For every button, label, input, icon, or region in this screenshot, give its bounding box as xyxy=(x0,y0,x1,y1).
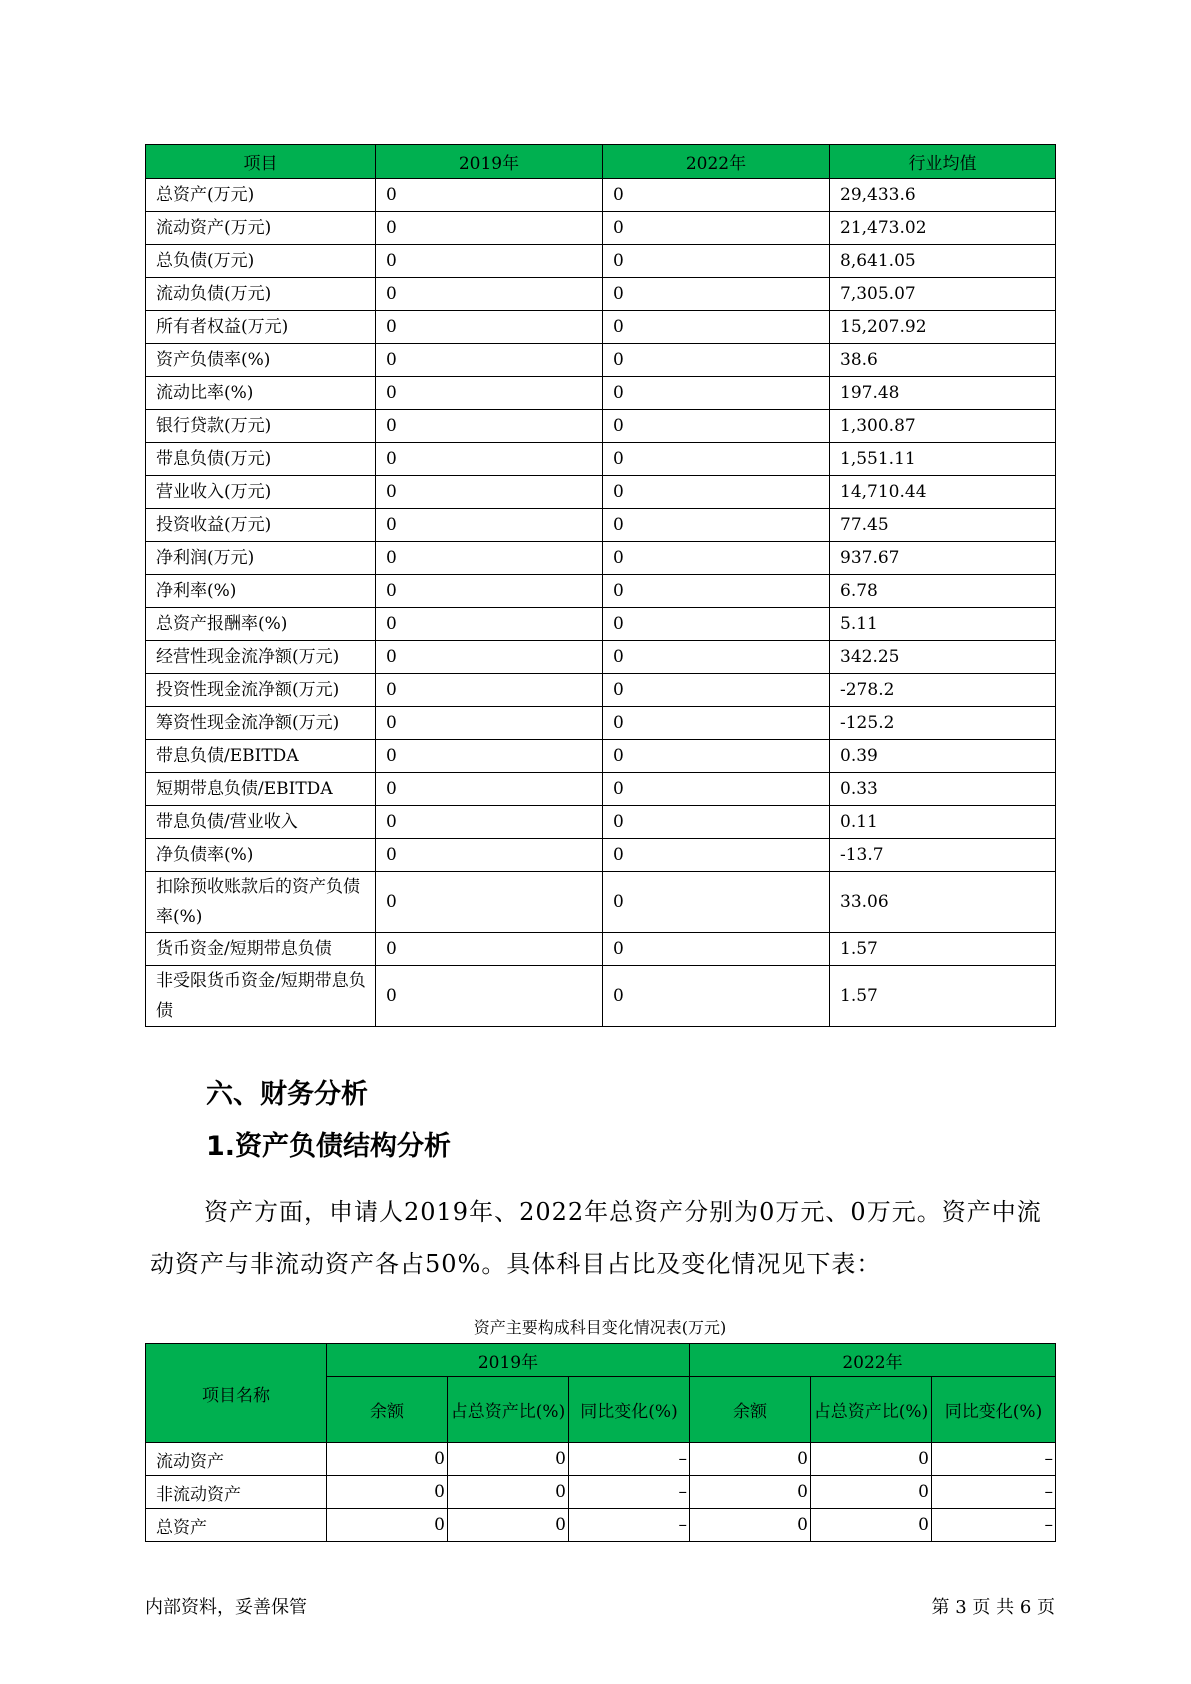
table-row xyxy=(146,278,1056,311)
row-label: 总资产报酬率(%) xyxy=(146,608,376,641)
row-label: 净利润(万元) xyxy=(146,542,376,575)
table-row xyxy=(146,740,1056,773)
row-value: 0 xyxy=(376,806,603,839)
table-row xyxy=(146,443,1056,476)
footer-confidential-note: 内部资料，妥善保管 xyxy=(145,1597,307,1618)
row-value: 0 xyxy=(376,707,603,740)
subheader-yoy: 同比变化(%) xyxy=(932,1377,1056,1443)
header-year-2019: 2019年 xyxy=(327,1344,690,1377)
row-value: 0 xyxy=(603,740,830,773)
row-label: 营业收入(万元) xyxy=(146,476,376,509)
row-label: 短期带息负债/EBITDA xyxy=(146,773,376,806)
row-value: 0 xyxy=(376,509,603,542)
row-label: 流动资产 xyxy=(146,1443,327,1476)
row-value: 0 xyxy=(376,933,603,966)
row-value: 0 xyxy=(603,311,830,344)
row-value: 1.57 xyxy=(830,933,1056,966)
subsection-title: 1.资产负债结构分析 xyxy=(206,1131,452,1162)
table-row xyxy=(146,377,1056,410)
row-value: 0 xyxy=(376,641,603,674)
row-value: 0 xyxy=(603,212,830,245)
row-value: 0 xyxy=(376,311,603,344)
header-item: 项目 xyxy=(146,145,376,179)
table-row xyxy=(146,509,1056,542)
table-row xyxy=(146,311,1056,344)
row-value: 0 xyxy=(603,575,830,608)
table-row xyxy=(146,641,1056,674)
row-value: 0 xyxy=(690,1509,811,1542)
row-label: 流动资产(万元) xyxy=(146,212,376,245)
row-value: 0 xyxy=(376,773,603,806)
row-value: 0 xyxy=(603,410,830,443)
table-row xyxy=(146,179,1056,212)
row-label: 经营性现金流净额(万元) xyxy=(146,641,376,674)
table-row xyxy=(146,476,1056,509)
row-value: 0 xyxy=(603,608,830,641)
row-label: 净负债率(%) xyxy=(146,839,376,872)
row-value: 0 xyxy=(603,674,830,707)
table-row xyxy=(146,1476,1056,1509)
row-value: – xyxy=(932,1476,1056,1509)
subheader-balance: 余额 xyxy=(690,1377,811,1443)
row-value: 0.11 xyxy=(830,806,1056,839)
subheader-balance: 余额 xyxy=(327,1377,448,1443)
row-value: 0 xyxy=(376,443,603,476)
row-value: 0 xyxy=(327,1476,448,1509)
row-value: 0 xyxy=(448,1509,569,1542)
row-value: 0 xyxy=(376,608,603,641)
row-value: 342.25 xyxy=(830,641,1056,674)
row-value: 0 xyxy=(376,344,603,377)
section-title: 六、财务分析 xyxy=(206,1079,368,1110)
row-value: 0 xyxy=(603,966,830,1027)
subheader-share: 占总资产比(%) xyxy=(448,1377,569,1443)
row-value: -13.7 xyxy=(830,839,1056,872)
row-label: 货币资金/短期带息负债 xyxy=(146,933,376,966)
row-label: 非流动资产 xyxy=(146,1476,327,1509)
row-value: 0 xyxy=(603,443,830,476)
row-value: 0.33 xyxy=(830,773,1056,806)
row-value: 0 xyxy=(376,872,603,933)
row-value: 0 xyxy=(376,212,603,245)
table-row xyxy=(146,966,1056,1027)
table-row xyxy=(146,344,1056,377)
row-value: – xyxy=(932,1443,1056,1476)
header-item-name: 项目名称 xyxy=(146,1344,327,1443)
row-value: – xyxy=(932,1509,1056,1542)
row-value: 0 xyxy=(448,1476,569,1509)
row-value: 38.6 xyxy=(830,344,1056,377)
row-value: 1,551.11 xyxy=(830,443,1056,476)
row-value: 0 xyxy=(811,1443,932,1476)
body-paragraph: 资产方面，申请人2019年、2022年总资产分别为0万元、0万元。资产中流动资产与非流动资产各占50%。具体科目占比及变化情况见下表： xyxy=(150,1198,1042,1278)
row-label: 带息负债/EBITDA xyxy=(146,740,376,773)
row-value: 29,433.6 xyxy=(830,179,1056,212)
table-row xyxy=(146,872,1056,933)
row-value: 0 xyxy=(603,245,830,278)
row-label: 带息负债(万元) xyxy=(146,443,376,476)
row-label: 非受限货币资金/短期带息负债 xyxy=(146,966,376,1027)
row-label: 总资产 xyxy=(146,1509,327,1542)
row-value: 0 xyxy=(690,1443,811,1476)
table-row xyxy=(146,933,1056,966)
row-label: 扣除预收账款后的资产负债率(%) xyxy=(146,872,376,933)
table-row xyxy=(146,245,1056,278)
row-value: 0 xyxy=(376,179,603,212)
row-value: 77.45 xyxy=(830,509,1056,542)
subheader-share: 占总资产比(%) xyxy=(811,1377,932,1443)
table-row xyxy=(146,575,1056,608)
row-label: 流动比率(%) xyxy=(146,377,376,410)
row-label: 资产负债率(%) xyxy=(146,344,376,377)
row-value: 15,207.92 xyxy=(830,311,1056,344)
row-value: 0 xyxy=(603,509,830,542)
row-value: 0 xyxy=(603,773,830,806)
table-row xyxy=(146,839,1056,872)
row-value: 0 xyxy=(603,839,830,872)
row-value: 0 xyxy=(376,575,603,608)
row-label: 投资收益(万元) xyxy=(146,509,376,542)
table-row xyxy=(146,1509,1056,1542)
row-value: 0 xyxy=(376,542,603,575)
header-industry-avg: 行业均值 xyxy=(830,145,1056,179)
row-value: 0 xyxy=(376,740,603,773)
row-label: 带息负债/营业收入 xyxy=(146,806,376,839)
header-year-2022: 2022年 xyxy=(690,1344,1056,1377)
row-label: 净利率(%) xyxy=(146,575,376,608)
table-row xyxy=(146,707,1056,740)
row-value: -278.2 xyxy=(830,674,1056,707)
table-row xyxy=(146,806,1056,839)
row-value: 0 xyxy=(376,966,603,1027)
row-value: 197.48 xyxy=(830,377,1056,410)
row-value: 0 xyxy=(376,476,603,509)
table-caption: 资产主要构成科目变化情况表(万元) xyxy=(473,1318,727,1337)
row-value: 0 xyxy=(376,839,603,872)
financial-indicator-table xyxy=(145,144,1056,1027)
row-value: 0 xyxy=(603,179,830,212)
row-value: 14,710.44 xyxy=(830,476,1056,509)
row-value: 0 xyxy=(327,1443,448,1476)
header-2019: 2019年 xyxy=(376,145,603,179)
row-value: 937.67 xyxy=(830,542,1056,575)
row-value: 0 xyxy=(327,1509,448,1542)
row-value: 0 xyxy=(603,933,830,966)
row-value: 0 xyxy=(603,872,830,933)
row-value: 0 xyxy=(376,278,603,311)
table-row xyxy=(146,542,1056,575)
row-value: 0 xyxy=(603,806,830,839)
row-value: 0 xyxy=(376,245,603,278)
header-2022: 2022年 xyxy=(603,145,830,179)
row-value: 5.11 xyxy=(830,608,1056,641)
table-row xyxy=(146,608,1056,641)
row-value: 0 xyxy=(811,1509,932,1542)
row-label: 投资性现金流净额(万元) xyxy=(146,674,376,707)
row-value: 0 xyxy=(376,377,603,410)
row-value: – xyxy=(569,1509,690,1542)
row-label: 总资产(万元) xyxy=(146,179,376,212)
row-value: 1,300.87 xyxy=(830,410,1056,443)
row-value: – xyxy=(569,1476,690,1509)
footer-page-number: 第 3 页 共 6 页 xyxy=(931,1597,1055,1618)
row-label: 总负债(万元) xyxy=(146,245,376,278)
row-value: – xyxy=(569,1443,690,1476)
row-label: 流动负债(万元) xyxy=(146,278,376,311)
table-header-row xyxy=(146,1344,1056,1377)
row-value: 0 xyxy=(376,410,603,443)
row-value: 0 xyxy=(376,674,603,707)
row-label: 银行贷款(万元) xyxy=(146,410,376,443)
row-value: 0 xyxy=(811,1476,932,1509)
row-value: 8,641.05 xyxy=(830,245,1056,278)
row-value: 6.78 xyxy=(830,575,1056,608)
table-header-row xyxy=(146,145,1056,179)
table-row xyxy=(146,1443,1056,1476)
table-row xyxy=(146,674,1056,707)
table-row xyxy=(146,410,1056,443)
row-value: 0 xyxy=(603,344,830,377)
row-value: 0 xyxy=(603,377,830,410)
row-value: -125.2 xyxy=(830,707,1056,740)
row-label: 所有者权益(万元) xyxy=(146,311,376,344)
row-value: 7,305.07 xyxy=(830,278,1056,311)
row-value: 0 xyxy=(448,1443,569,1476)
row-value: 0 xyxy=(603,542,830,575)
row-value: 0 xyxy=(603,707,830,740)
row-value: 0.39 xyxy=(830,740,1056,773)
asset-structure-table xyxy=(145,1343,1056,1542)
table-row xyxy=(146,212,1056,245)
subheader-yoy: 同比变化(%) xyxy=(569,1377,690,1443)
row-value: 21,473.02 xyxy=(830,212,1056,245)
row-value: 0 xyxy=(603,278,830,311)
row-value: 0 xyxy=(690,1476,811,1509)
row-value: 1.57 xyxy=(830,966,1056,1027)
row-value: 33.06 xyxy=(830,872,1056,933)
row-value: 0 xyxy=(603,641,830,674)
table-row xyxy=(146,773,1056,806)
row-value: 0 xyxy=(603,476,830,509)
row-label: 筹资性现金流净额(万元) xyxy=(146,707,376,740)
